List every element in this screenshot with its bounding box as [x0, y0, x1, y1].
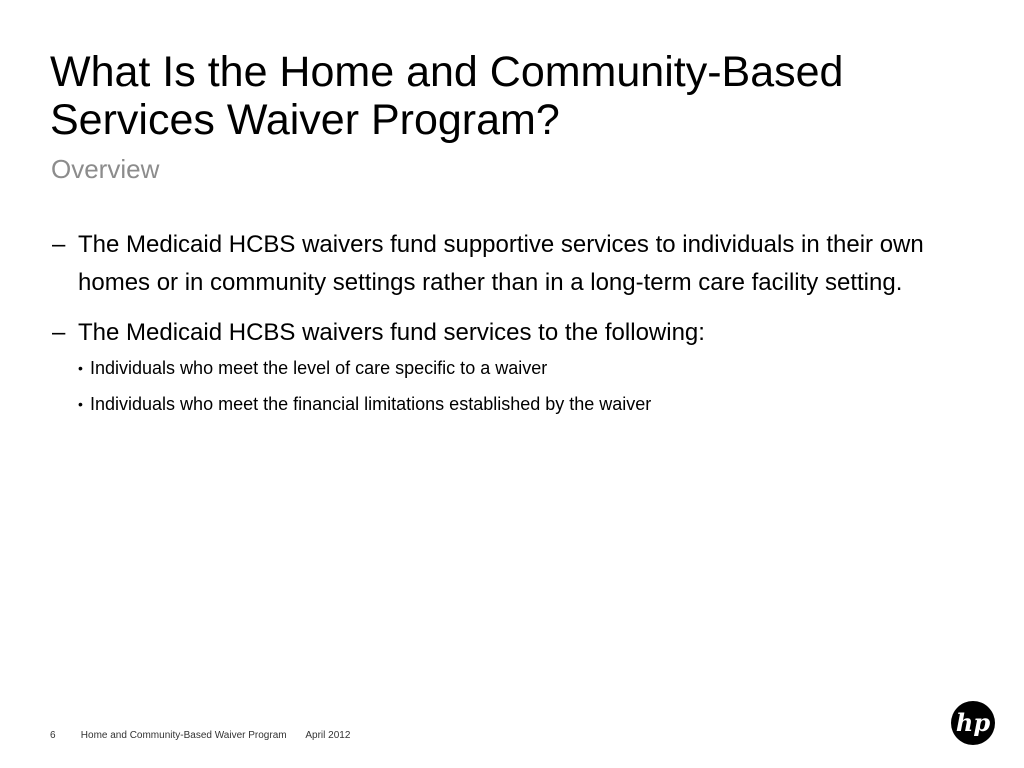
hp-logo-icon [950, 700, 996, 746]
slide-subtitle: Overview [51, 154, 160, 184]
sub-bullet-item [52, 392, 982, 416]
slide-title [50, 48, 990, 144]
dash-marker: – [52, 319, 66, 346]
bullet-dot-marker: • [78, 360, 83, 376]
svg-text:hp: hp [955, 708, 991, 737]
presentation-date: April 2012 [305, 730, 351, 741]
sub-bullet-item [52, 356, 982, 380]
slide-footer [50, 730, 350, 742]
bullet-dot-marker: • [78, 396, 83, 412]
sub-bullet-text: Individuals who meet the financial limitations established by the waiver [90, 394, 652, 414]
page-number: 6 [50, 730, 56, 741]
bullet-text: The Medicaid HCBS waivers fund services to the following: [78, 319, 705, 346]
sub-bullet-text: Individuals who meet the level of care specific to a waiver [90, 358, 548, 378]
slide-body [52, 226, 982, 428]
slide-title-line-1: What Is the Home and Community-Based [50, 48, 844, 96]
dash-marker: – [52, 231, 66, 258]
slide-title-line-2: Services Waiver Program? [50, 96, 560, 144]
bullet-text: The Medicaid HCBS waivers fund supportive services to individuals in their own homes or in community settings rather than in a long-term care facility setting. [78, 231, 924, 296]
bullet-item [52, 226, 982, 302]
bullet-item [52, 314, 982, 352]
presentation-name: Home and Community-Based Waiver Program [80, 730, 287, 741]
